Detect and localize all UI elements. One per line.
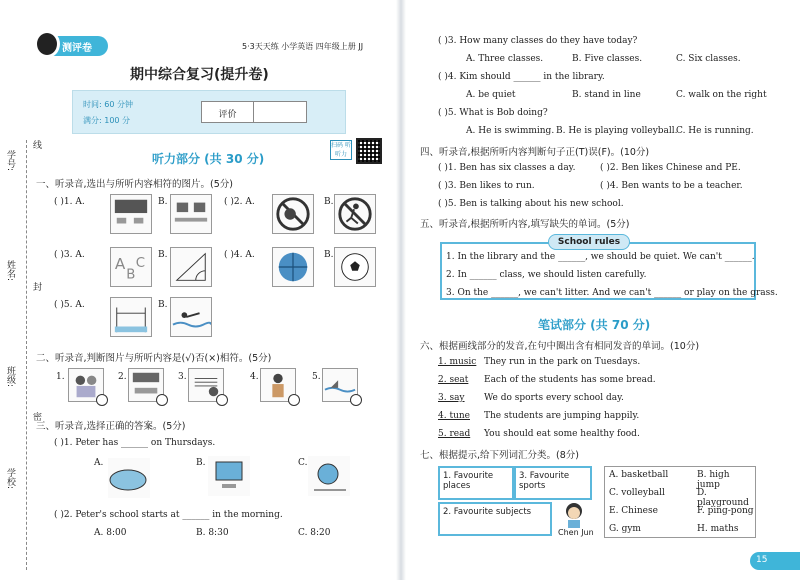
qr-label: 扫码 听听力: [331, 142, 351, 158]
s1-q2-a: ( )2. A.: [224, 197, 255, 207]
s3-q1-opt-a[interactable]: A.: [94, 458, 104, 468]
high-jump-icon[interactable]: [110, 297, 152, 337]
listening-part-title: 听力部分 (共 30 分): [152, 152, 265, 166]
computer-icon: [208, 456, 250, 496]
s2-answer-circle-1[interactable]: [96, 394, 108, 406]
category-places-label: 1. Favourite places: [443, 471, 494, 491]
section-4-title: 四、听录音,根据所听内容判断句子正(T)误(F)。(10分): [420, 147, 650, 158]
r-q4-opt-a[interactable]: A. be quiet: [466, 90, 516, 100]
s6-sentence-1[interactable]: They run in the park on Tuesdays.: [484, 357, 641, 367]
sidebar-mark-feng: 封: [31, 282, 41, 291]
s1-q5-a: ( )5. A.: [54, 300, 85, 310]
s3-q2-opt-a[interactable]: A. 8:00: [94, 528, 127, 538]
sidebar-mark-mi: 密: [31, 412, 41, 421]
s1-q2-b: B.: [324, 197, 334, 207]
s3-q2: ( )2. Peter's school starts at ______ in the morning.: [54, 510, 283, 520]
writing-part-title: 笔试部分 (共 70 分): [538, 318, 651, 332]
no-talking-sign-icon[interactable]: [272, 194, 314, 234]
soccer-ball-icon[interactable]: [334, 247, 376, 287]
s1-q3-b: B.: [158, 250, 168, 260]
category-subjects-label: 2. Favourite subjects: [443, 507, 532, 517]
chen-jun-avatar: [562, 502, 586, 528]
s3-q1-opt-c[interactable]: C.: [298, 458, 308, 468]
s3-q2-opt-c[interactable]: C. 8:20: [298, 528, 331, 538]
s4-item-4: ( )4. Ben wants to be a teacher.: [600, 181, 743, 191]
page-gutter: [396, 0, 406, 580]
category-places-box[interactable]: [438, 466, 514, 500]
s6-word-3: 3. say: [438, 393, 465, 403]
svg-text:B: B: [126, 267, 136, 283]
r-q4-opt-b[interactable]: B. stand in line: [572, 90, 641, 100]
sidebar-school: 学校:: [5, 468, 15, 490]
option-a[interactable]: A. basketball: [609, 470, 669, 480]
s4-item-3: ( )3. Ben likes to run.: [438, 181, 535, 191]
r-q5-opt-c[interactable]: C. He is running.: [676, 126, 754, 136]
rules-line-3: 3. On the ______, we can't litter. And we can't ______ or play on the grass.: [446, 288, 778, 298]
school-rules-tag: School rules: [548, 234, 630, 250]
option-c[interactable]: C. volleyball: [609, 488, 665, 498]
option-e[interactable]: E. Chinese: [609, 506, 658, 516]
sidebar-student-no: 学号:: [5, 150, 15, 172]
evaluation-box: [201, 101, 307, 123]
s4-item-5: ( )5. Ben is talking about his new school.: [438, 199, 624, 209]
s2-num-5: 5.: [312, 372, 321, 382]
s1-q4-b: B.: [324, 250, 334, 260]
abc-letters-icon[interactable]: [110, 247, 152, 287]
computer-room-icon[interactable]: [170, 194, 212, 234]
r-q5: ( )5. What is Bob doing?: [438, 108, 548, 118]
s6-sentence-2[interactable]: Each of the students has some bread.: [484, 375, 656, 385]
s4-item-2: ( )2. Ben likes Chinese and PE.: [600, 163, 741, 173]
rules-line-2: 2. In ______ class, we should listen carefully.: [446, 270, 647, 280]
section-6-title: 六、根据画线部分的发音,在句中圈出含有相同发音的单词。(10分): [420, 341, 700, 352]
sidebar-class: 班级:: [5, 366, 15, 388]
option-g[interactable]: G. gym: [609, 524, 641, 534]
r-q4-opt-c[interactable]: C. walk on the right: [676, 90, 767, 100]
section-2-title: 二、听录音,判断图片与所听内容是(√)否(×)相符。(5分): [36, 353, 272, 364]
binding-line: [26, 140, 27, 570]
option-h[interactable]: H. maths: [697, 524, 739, 534]
exam-score: 满分: 100 分: [83, 116, 131, 125]
svg-text:C: C: [135, 256, 146, 271]
s6-sentence-4[interactable]: The students are jumping happily.: [484, 411, 640, 421]
category-sports-label: 3. Favourite sports: [519, 471, 570, 491]
option-f[interactable]: F. ping-pong: [697, 506, 754, 516]
r-q3-opt-c[interactable]: C. Six classes.: [676, 54, 741, 64]
category-subjects-box[interactable]: [438, 502, 552, 536]
word-options-box: [604, 466, 756, 538]
section-7-title: 七、根据提示,给下列词汇分类。(8分): [420, 450, 579, 461]
r-q5-opt-b[interactable]: B. He is playing volleyball.: [556, 126, 678, 136]
s2-num-4: 4.: [250, 372, 259, 382]
qr-code-icon[interactable]: [356, 138, 382, 164]
sidebar-mark-xian: 线: [31, 140, 41, 149]
s6-word-4: 4. tune: [438, 411, 470, 421]
s3-q2-opt-b[interactable]: B. 8:30: [196, 528, 229, 538]
ping-pong-icon: [108, 458, 150, 498]
s1-q1-b: B.: [158, 197, 168, 207]
s2-num-3: 3.: [178, 372, 187, 382]
s2-num-1: 1.: [56, 372, 65, 382]
evaluation-label: 评价: [202, 102, 254, 122]
s1-q4-a: ( )4. A.: [224, 250, 255, 260]
s2-num-2: 2.: [118, 372, 127, 382]
sidebar-name: 姓名:: [5, 260, 15, 282]
svg-text:A: A: [114, 254, 126, 273]
evaluation-field[interactable]: [254, 102, 306, 122]
s1-q3-a: ( )3. A.: [54, 250, 85, 260]
s6-word-2: 2. seat: [438, 375, 469, 385]
category-sports-box[interactable]: [514, 466, 592, 500]
s3-q1: ( )1. Peter has ______ on Thursdays.: [54, 438, 216, 448]
test-badge: 测评卷: [38, 36, 108, 56]
mascot-icon: [34, 30, 60, 58]
option-b[interactable]: B. high jump: [697, 470, 730, 490]
exam-info-box: [72, 90, 346, 134]
s2-answer-circle-5[interactable]: [350, 394, 362, 406]
book-header: 5·3天天练 小学英语 四年级上册 JJ: [242, 42, 364, 51]
page-title: 期中综合复习(提升卷): [130, 67, 269, 83]
s2-answer-circle-4[interactable]: [288, 394, 300, 406]
page-number: 15: [750, 552, 800, 570]
s2-answer-circle-2[interactable]: [156, 394, 168, 406]
r-q4: ( )4. Kim should ______ in the library.: [438, 72, 605, 82]
no-running-sign-icon[interactable]: [334, 194, 376, 234]
exam-time: 时间: 60 分钟: [83, 100, 133, 109]
r-q3: ( )3. How many classes do they have today?: [438, 36, 638, 46]
section-5-title: 五、听录音,根据所听内容,填写缺失的单词。(5分): [420, 219, 630, 230]
classroom-icon[interactable]: [110, 194, 152, 234]
s1-q1-a: ( )1. A.: [54, 197, 85, 207]
volleyball-icon: [308, 456, 350, 496]
school-rules-box: [440, 242, 778, 300]
option-d[interactable]: D. playground: [697, 488, 749, 508]
s3-q1-opt-b[interactable]: B.: [196, 458, 206, 468]
basketball-icon[interactable]: [272, 247, 314, 287]
swimming-icon[interactable]: [170, 297, 212, 337]
chen-jun-name: Chen Jun: [558, 528, 594, 537]
s4-item-1: ( )1. Ben has six classes a day.: [438, 163, 576, 173]
section-3-title: 三、听录音,选择正确的答案。(5分): [36, 421, 186, 432]
geometry-icon[interactable]: [170, 247, 212, 287]
s6-sentence-5[interactable]: You should eat some healthy food.: [484, 429, 640, 439]
s6-word-5: 5. read: [438, 429, 471, 439]
s2-answer-circle-3[interactable]: [216, 394, 228, 406]
s6-sentence-3[interactable]: We do sports every school day.: [484, 393, 624, 403]
s6-word-1: 1. music: [438, 357, 477, 367]
r-q3-opt-a[interactable]: A. Three classes.: [466, 54, 544, 64]
rules-line-1: 1. In the library and the ______, we should be quiet. We can't ______.: [446, 252, 755, 262]
r-q5-opt-a[interactable]: A. He is swimming.: [466, 126, 555, 136]
s1-q5-b: B.: [158, 300, 168, 310]
section-1-title: 一、听录音,选出与所听内容相符的图片。(5分): [36, 179, 233, 190]
r-q3-opt-b[interactable]: B. Five classes.: [572, 54, 643, 64]
